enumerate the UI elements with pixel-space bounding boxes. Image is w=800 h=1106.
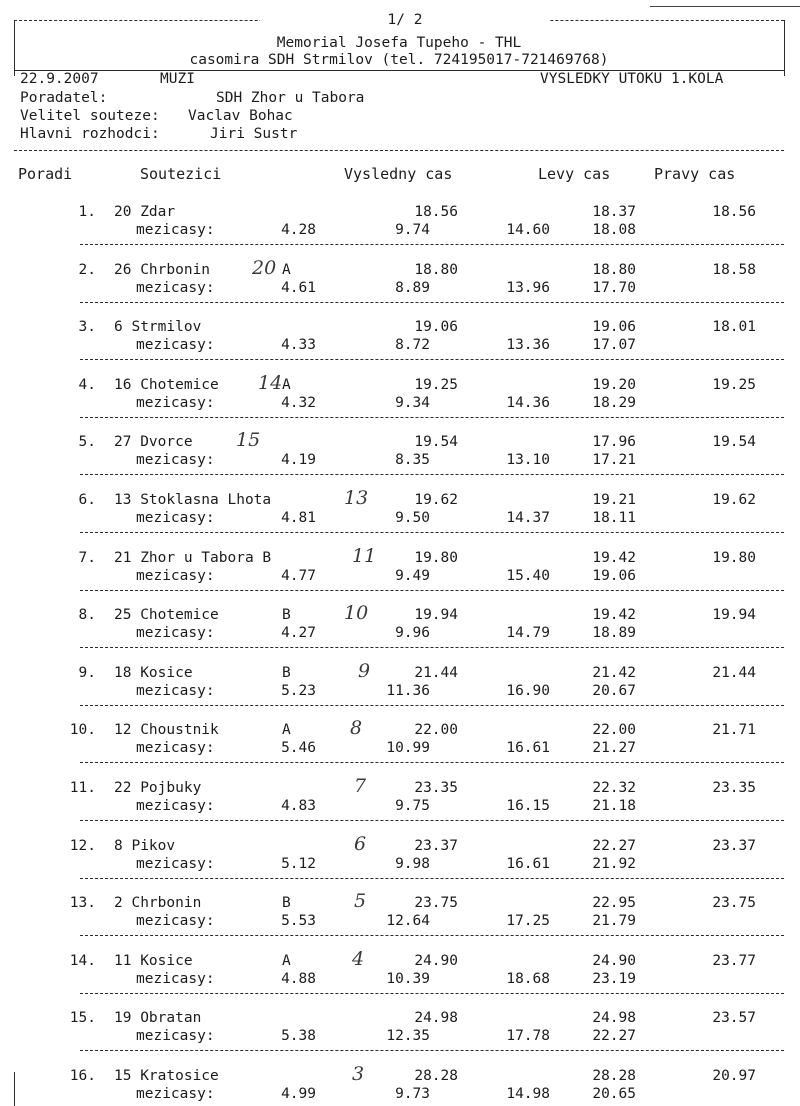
split-3: 17.78 [506,1028,550,1044]
referee-value: Jiri Sustr [210,126,298,142]
result-right-time: 18.56 [712,204,756,220]
split-4: 21.27 [592,740,636,756]
result-team-suffix: B [282,607,291,623]
row-divider [80,532,784,533]
round-title: VYSLEDKY UTOKU 1.KOLA [540,71,724,87]
result-right-time: 19.54 [712,434,756,450]
result-team-suffix: A [282,722,291,738]
row-divider [80,820,784,821]
organizer-label: Poradatel: [20,90,108,106]
split-2: 10.39 [386,971,430,987]
split-4: 21.18 [592,798,636,814]
split-3: 13.10 [506,452,550,468]
result-left-time: 19.20 [592,377,636,393]
result-team: 18 Kosice [114,665,193,681]
result-right-time: 23.37 [712,838,756,854]
split-1: 4.32 [281,395,316,411]
split-3: 16.61 [506,740,550,756]
result-final-time: 23.37 [414,838,458,854]
row-divider [80,935,784,936]
split-4: 18.08 [592,222,636,238]
split-2: 10.99 [386,740,430,756]
commander-value: Vaclav Bohac [188,108,293,124]
split-1: 5.53 [281,913,316,929]
row-divider [80,244,784,245]
split-4: 17.70 [592,280,636,296]
split-1: 4.99 [281,1086,316,1102]
result-rank: 16. [69,1068,96,1084]
result-team: 16 Chotemice [114,377,219,393]
split-3: 15.40 [506,568,550,584]
split-1: 4.19 [281,452,316,468]
split-2: 8.35 [395,452,430,468]
result-left-time: 22.32 [592,780,636,796]
split-4: 19.06 [592,568,636,584]
split-4: 18.29 [592,395,636,411]
splits-label: mezicasy: [136,452,215,468]
result-right-time: 19.94 [712,607,756,623]
result-left-time: 19.42 [592,607,636,623]
result-final-time: 19.06 [414,319,458,335]
result-team-suffix: A [282,262,291,278]
result-team: 21 Zhor u Tabora B [114,550,272,566]
result-rank: 2. [78,262,96,278]
result-rank: 14. [69,953,96,969]
result-left-time: 18.80 [592,262,636,278]
result-final-time: 21.44 [414,665,458,681]
handwritten-points: 15 [236,429,261,451]
result-left-time: 22.00 [592,722,636,738]
split-4: 17.21 [592,452,636,468]
result-left-time: 24.98 [592,1010,636,1026]
col-left-time: Levy cas [538,165,611,183]
split-4: 21.79 [592,913,636,929]
result-right-time: 18.01 [712,319,756,335]
splits-label: mezicasy: [136,683,215,699]
result-right-time: 21.71 [712,722,756,738]
split-1: 4.33 [281,337,316,353]
split-4: 18.11 [592,510,636,526]
result-right-time: 20.97 [712,1068,756,1084]
result-right-time: 23.77 [712,953,756,969]
split-2: 9.98 [395,856,430,872]
row-divider [80,993,784,994]
split-1: 4.88 [281,971,316,987]
result-team: 20 Zdar [114,204,176,220]
result-team: 8 Pikov [114,838,176,854]
col-right-time: Pravy cas [654,165,736,183]
result-team: 27 Dvorce [114,434,193,450]
row-divider [80,1050,784,1051]
splits-label: mezicasy: [136,337,215,353]
result-final-time: 19.80 [414,550,458,566]
result-rank: 1. [78,204,96,220]
result-final-time: 19.54 [414,434,458,450]
result-left-time: 22.95 [592,895,636,911]
result-final-time: 23.75 [414,895,458,911]
result-right-time: 23.75 [712,895,756,911]
handwritten-points: 4 [352,948,365,970]
split-2: 8.72 [395,337,430,353]
split-2: 12.35 [386,1028,430,1044]
result-team: 22 Pojbuky [114,780,202,796]
result-left-time: 17.96 [592,434,636,450]
left-border-bottom [14,1072,15,1106]
result-team: 11 Kosice [114,953,193,969]
split-2: 9.34 [395,395,430,411]
handwritten-points: 14 [258,372,283,394]
result-team-suffix: A [282,953,291,969]
columns-top-divider [14,150,784,151]
split-2: 9.96 [395,625,430,641]
splits-label: mezicasy: [136,280,215,296]
result-rank: 10. [69,722,96,738]
split-1: 5.12 [281,856,316,872]
split-2: 9.50 [395,510,430,526]
handwritten-points: 6 [354,833,367,855]
split-1: 5.23 [281,683,316,699]
split-4: 22.27 [592,1028,636,1044]
page-edge-tab [650,0,800,7]
splits-label: mezicasy: [136,913,215,929]
split-1: 4.81 [281,510,316,526]
split-1: 5.46 [281,740,316,756]
split-3: 13.36 [506,337,550,353]
result-rank: 11. [69,780,96,796]
result-rank: 4. [78,377,96,393]
split-4: 23.19 [592,971,636,987]
handwritten-points: 3 [352,1063,365,1085]
split-3: 18.68 [506,971,550,987]
col-rank: Poradi [18,165,73,183]
result-team: 13 Stoklasna Lhota [114,492,272,508]
timing-info: casomira SDH Strmilov (tel. 724195017-721469768) [189,52,609,68]
result-rank: 13. [69,895,96,911]
split-3: 13.96 [506,280,550,296]
split-2: 9.74 [395,222,430,238]
row-divider [80,359,784,360]
split-1: 5.38 [281,1028,316,1044]
result-rank: 8. [78,607,96,623]
page-number: 1/ 2 [260,12,550,28]
result-final-time: 19.62 [414,492,458,508]
result-final-time: 23.35 [414,780,458,796]
handwritten-points: 8 [350,717,363,739]
splits-label: mezicasy: [136,395,215,411]
split-3: 14.36 [506,395,550,411]
row-divider [80,417,784,418]
result-left-time: 22.27 [592,838,636,854]
split-2: 9.73 [395,1086,430,1102]
result-left-time: 28.28 [592,1068,636,1084]
handwritten-points: 7 [354,775,367,797]
result-team: 6 Strmilov [114,319,202,335]
splits-label: mezicasy: [136,568,215,584]
result-final-time: 19.25 [414,377,458,393]
split-2: 9.49 [395,568,430,584]
result-team-suffix: A [282,377,291,393]
split-1: 4.83 [281,798,316,814]
split-2: 11.36 [386,683,430,699]
split-3: 14.98 [506,1086,550,1102]
split-1: 4.27 [281,625,316,641]
split-3: 16.61 [506,856,550,872]
splits-label: mezicasy: [136,1028,215,1044]
result-team: 15 Kratosice [114,1068,219,1084]
split-4: 21.92 [592,856,636,872]
split-1: 4.28 [281,222,316,238]
split-3: 14.60 [506,222,550,238]
row-divider [80,647,784,648]
col-team: Soutezici [140,165,222,183]
result-left-time: 19.42 [592,550,636,566]
split-2: 9.75 [395,798,430,814]
splits-label: mezicasy: [136,856,215,872]
result-final-time: 19.94 [414,607,458,623]
result-right-time: 23.57 [712,1010,756,1026]
result-rank: 6. [78,492,96,508]
result-final-time: 22.00 [414,722,458,738]
row-divider [80,302,784,303]
event-date: 22.9.2007 [20,71,99,87]
splits-label: mezicasy: [136,740,215,756]
handwritten-points: 13 [344,487,369,509]
result-team-suffix: B [282,895,291,911]
row-divider [80,878,784,879]
result-left-time: 24.90 [592,953,636,969]
row-divider [80,474,784,475]
split-4: 20.65 [592,1086,636,1102]
handwritten-points: 10 [344,602,369,624]
splits-label: mezicasy: [136,625,215,641]
result-rank: 5. [78,434,96,450]
result-final-time: 28.28 [414,1068,458,1084]
result-left-time: 19.21 [592,492,636,508]
split-3: 16.90 [506,683,550,699]
result-right-time: 21.44 [712,665,756,681]
col-final-time: Vysledny cas [344,165,453,183]
result-team: 12 Choustnik [114,722,219,738]
result-right-time: 19.62 [712,492,756,508]
row-divider [80,705,784,706]
split-2: 12.64 [386,913,430,929]
split-4: 18.89 [592,625,636,641]
event-category: MUZI [160,71,195,87]
result-final-time: 18.80 [414,262,458,278]
split-1: 4.61 [281,280,316,296]
row-divider [80,762,784,763]
result-left-time: 21.42 [592,665,636,681]
handwritten-points: 5 [354,890,367,912]
split-3: 16.15 [506,798,550,814]
splits-label: mezicasy: [136,510,215,526]
handwritten-points: 9 [358,660,371,682]
result-right-time: 19.25 [712,377,756,393]
result-rank: 9. [78,665,96,681]
result-team: 19 Obratan [114,1010,202,1026]
handwritten-points: 11 [352,545,377,567]
result-team: 25 Chotemice [114,607,219,623]
split-4: 20.67 [592,683,636,699]
row-divider [80,590,784,591]
organizer-value: SDH Zhor u Tabora [216,90,365,106]
referee-label: Hlavni rozhodci: [20,126,160,142]
splits-label: mezicasy: [136,1086,215,1102]
result-final-time: 24.98 [414,1010,458,1026]
result-left-time: 18.37 [592,204,636,220]
result-rank: 15. [69,1010,96,1026]
result-right-time: 19.80 [712,550,756,566]
result-final-time: 24.90 [414,953,458,969]
split-2: 8.89 [395,280,430,296]
right-border [784,20,785,76]
commander-label: Velitel souteze: [20,108,160,124]
result-team: 26 Chrbonin [114,262,211,278]
result-left-time: 19.06 [592,319,636,335]
handwritten-points: 20 [252,257,277,279]
result-rank: 3. [78,319,96,335]
split-3: 17.25 [506,913,550,929]
result-rank: 7. [78,550,96,566]
result-rank: 12. [69,838,96,854]
splits-label: mezicasy: [136,798,215,814]
result-right-time: 18.58 [712,262,756,278]
result-final-time: 18.56 [414,204,458,220]
split-4: 17.07 [592,337,636,353]
split-3: 14.79 [506,625,550,641]
result-team-suffix: B [282,665,291,681]
document-title: Memorial Josefa Tupeho - THL [276,35,522,51]
splits-label: mezicasy: [136,222,215,238]
splits-label: mezicasy: [136,971,215,987]
split-1: 4.77 [281,568,316,584]
split-3: 14.37 [506,510,550,526]
result-team: 2 Chrbonin [114,895,202,911]
result-right-time: 23.35 [712,780,756,796]
